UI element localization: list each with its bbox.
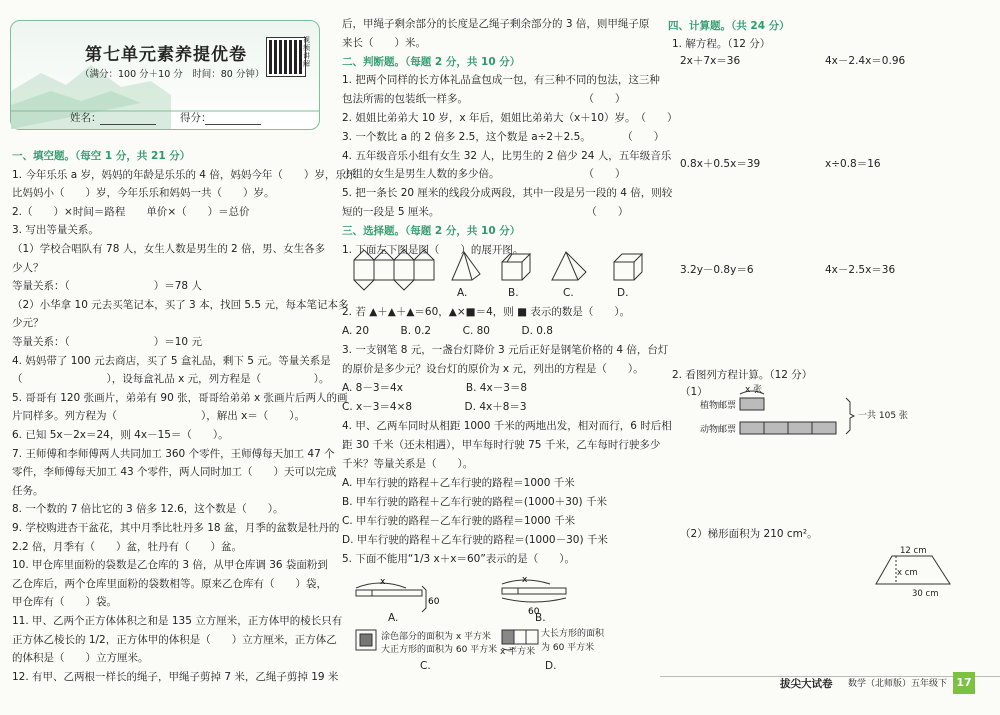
col2-mid-line-7: 距 30 千米（还未相遇），甲车每时行驶 75 千米，乙车每时行驶多少 [342,439,661,451]
col1-line-18: 任务。 [12,484,44,497]
choice-q1-option-0[interactable]: A. [457,287,468,299]
col1-line-24: 甲仓库有（ ）袋。 [12,596,117,609]
col1-line-25: 11. 甲、乙两个正方体体积之和是 135 立方厘米，正方体甲的棱长只有 [12,615,343,627]
animal-stamps-label: 动物邮票 [700,425,737,435]
col2-mid-line-3: 的原价是多少元？设台灯的原价为 x 元，列出的方程是（ ）。 [342,363,644,375]
col2-mid-line-11: C. 甲车行驶的路程－乙车行驶的路程＝1000 千米 [342,515,576,527]
col1-line-12: （ ），设每盒礼品 x 元，列方程是（ ）。 [12,373,330,386]
col2-top-line-6: 3. 一个数比 a 的 2 倍多 2.5，这个数是 a÷2＋2.5。 （ ） [342,130,665,143]
col1-line-15: 6. 已知 5x－2x＝24，则 4x－15＝（ ）。 [12,429,229,441]
col2-top-line-5: 2. 姐姐比弟弟大 10 岁，x 年后，姐姐比弟弟大（x＋10）岁。 （ ） [342,112,678,124]
q2-part1-label: （1） [680,386,708,398]
col1-line-0: 一、填空题。（每空 1 分，共 21 分） [12,150,191,162]
col2-top-line-1: 来长（ ）米。 [342,36,426,49]
equation-1: 2x＋7x＝36 [680,55,741,67]
col2-mid-line-5: C. x－3＝4×8 D. 4x＋8＝3 [342,401,527,413]
q5b-x-label: x [522,576,528,585]
q5-option-d[interactable]: D. [545,660,557,672]
col2-top-line-2: 二、判断题。（每题 2 分，共 10 分） [342,55,521,68]
col2-mid-line-0: 2. 若 ▲＋▲＋▲＝60，▲×■＝4，则 ■ 表示的数是（ ）。 [342,306,631,318]
col1-line-20: 9. 学校购进杏干盆花，其中月季比牡丹多 18 盆，月季的盆数是牡丹的 [12,522,340,534]
col1-line-4: 3. 写出等量关系。 [12,224,99,237]
equation-5: 3.2y－0.8y＝6 [680,264,754,276]
net-and-solids-figure [352,250,652,302]
page-number: 17 [953,672,975,694]
q5d-text2: 为 60 平方米 [541,643,595,653]
q5a-x-label: x [380,577,386,587]
col1-line-3: 2.（ ）×时间＝路程 单价×（ ）＝总价 [12,205,250,218]
col2-mid-line-1: A. 20 B. 0.2 C. 80 D. 0.8 [342,325,553,337]
q5c-text1: 涂色部分的面积为 x 平方米 [381,632,492,642]
col1-line-26: 正方体乙棱长的 1/2，正方体甲的体积是（ ）立方厘米，正方体乙 [12,633,337,646]
col1-line-19: 8. 一个数的 7 倍比它的 3 倍多 12.6，这个数是（ ）。 [12,503,284,516]
col1-line-6: 少人？ [12,261,44,274]
qr-code-icon [267,38,305,76]
q5-option-a[interactable]: A. [388,612,399,624]
col2-mid-line-9: A. 甲车行驶的路程＋乙车行驶的路程＝1000 千米 [342,477,575,489]
col1-line-16: 7. 王师傅和李师傅两人共同加工 360 个零件，王师傅每天加工 47 个 [12,447,335,460]
col2-mid-line-12: D. 甲车行驶的路程＋乙车行驶的路程＝(1000－30) 千米 [342,534,608,546]
qr-caption: 视频讲解 [303,36,310,68]
col1-line-17: 零件，李师傅每天加工 43 个零件，两人同时加工（ ）天可以完成 [12,466,337,479]
trapezoid-top-length: 12 cm [900,546,927,556]
equation-4: x÷0.8＝16 [825,158,881,170]
footer-subject: 数学（北师版）五年级下 [848,679,948,689]
col2-mid-line-4: A. 8－3＝4x B. 4x－3＝8 [342,382,528,394]
plant-stamps-label: 植物邮票 [700,401,737,411]
col2-top-line-7: 4. 五年级音乐小组有女生 32 人，比男生的 2 倍少 24 人，五年级音乐 [342,149,672,162]
col2-top-line-9: 5. 把一条长 20 厘米的线段分成两段，其中一段是另一段的 4 倍，则较 [342,187,673,200]
col1-line-10: 等量关系：（ ）＝10 元 [12,336,202,348]
q5d-text1: 大长方形的面积 [541,629,605,639]
col2-mid-line-2: 3. 一支钢笔 8 元，一盏台灯降价 3 元后正好是钢笔价格的 4 倍，台灯 [342,344,669,356]
col1-line-2: 比妈妈小（ ）岁，今年乐乐和妈妈一共（ ）岁。 [12,187,275,200]
col2-top-line-11: 三、选择题。（每题 2 分，共 10 分） [342,224,521,237]
equation-3: 0.8x＋0.5x＝39 [680,158,761,170]
total-stamps-label: 一共 105 张 [858,411,908,421]
col1-line-1: 1. 今年乐乐 a 岁，妈妈的年龄是乐乐的 4 倍，妈妈今年（ ）岁，乐乐 [12,168,357,181]
q5d-text3: x 平方米 [500,647,536,657]
q2-picture-equations: 2. 看图列方程计算。（12 分） [672,369,813,381]
name-blank[interactable] [100,124,156,125]
choice-q1-option-1[interactable]: B. [508,287,519,299]
col2-mid-line-13: 5. 下面不能用“1/3 x＋x＝60”表示的是（ ）。 [342,553,576,565]
equation-6: 4x－2.5x＝36 [825,264,896,276]
choice-q1-option-3[interactable]: D. [617,287,629,299]
page-title: 第七单元素养提优卷 [85,45,247,65]
q1-solve-equations: 1. 解方程。（12 分） [672,38,771,50]
col1-line-9: 少元？ [12,317,44,330]
col2-top-line-4: 包法所需的包装纸一样多。 （ ） [342,93,626,106]
section-calculation-title: 四、计算题。（共 24 分） [668,20,790,32]
col2-mid-line-6: 4. 甲、乙两车同时从相距 1000 千米的两地出发，相对而行，6 时后相 [342,420,672,432]
footer-brand: 拔尖大试卷 [780,678,833,690]
col1-line-14: 片同样多。列方程为（ ），解出 x＝（ ）。 [12,410,306,423]
col1-line-13: 5. 哥哥有 120 张画片，弟弟有 90 张，哥哥给弟弟 x 张画片后两人的画 [12,391,348,404]
q5b-60-label: 60 [528,607,540,617]
trapezoid-bottom-length: 30 cm [912,589,939,599]
col1-line-27: 的体积是（ ）立方厘米。 [12,652,149,665]
col1-line-22: 10. 甲仓库里面粉的袋数是乙仓库的 3 倍，从甲仓库调 36 袋面粉到 [12,559,328,572]
choice-q1-option-2[interactable]: C. [563,287,574,299]
col1-line-5: （1）学校合唱队有 78 人，女生人数是男生的 2 倍，男、女生各多 [12,243,326,255]
col1-line-7: 等量关系：（ ）＝78 人 [12,280,202,293]
col1-line-8: （2）小华拿 10 元去买笔记本，买了 3 本，找回 5.5 元，每本笔记本多 [12,298,349,311]
q5c-text2: 大正方形的面积为 60 平方米 [381,645,498,655]
x-stamps-label: x 张 [745,385,763,395]
equation-2: 4x－2.4x＝0.96 [825,55,906,67]
col2-top-line-0: 后，甲绳子剩余部分的长度是乙绳子剩余部分的 3 倍，则甲绳子原 [342,18,650,30]
col2-top-line-10: 短的一段是 5 厘米。 （ ） [342,206,629,218]
name-label: 姓名： [70,112,102,124]
q2-part2-label: （2）梯形面积为 210 cm²。 [680,528,818,540]
col2-mid-line-10: B. 甲车行驶的路程＋乙车行驶的路程＝(1000＋30) 千米 [342,496,607,508]
score-label: 得分： [180,112,212,124]
trapezoid-height: x cm [897,568,918,578]
q5-option-c[interactable]: C. [420,660,431,672]
col2-top-line-12: 1. 下面左下图是图（ ）的展开图。 [342,243,524,256]
col1-line-23: 乙仓库后，两个仓库里面粉的袋数相等。原来乙仓库有（ ）袋， [12,577,327,590]
col1-line-28: 12. 有甲、乙两根一样长的绳子，甲绳子剪掉 7 米，乙绳子剪掉 19 米 [12,670,339,683]
score-blank[interactable] [205,124,261,125]
q5a-60-label: 60 [428,597,440,607]
col1-line-11: 4. 妈妈带了 100 元去商店，买了 5 盒礼品，剩下 5 元。等量关系是 [12,354,331,367]
col2-top-line-8: 小组的女生是男生人数的多少倍。 （ ） [342,168,626,181]
col2-top-line-3: 1. 把两个同样的长方体礼品盒包成一包，有三种不同的包法，这三种 [342,74,660,87]
col2-mid-line-8: 千米？等量关系是（ ）。 [342,458,474,470]
exam-info: （满分：100 分＋10 分 时间：80 分钟） [80,69,265,80]
col1-line-21: 2.2 倍，月季有（ ）盆，牡丹有（ ）盆。 [12,540,243,553]
q5-option-b[interactable]: B. [535,612,546,624]
